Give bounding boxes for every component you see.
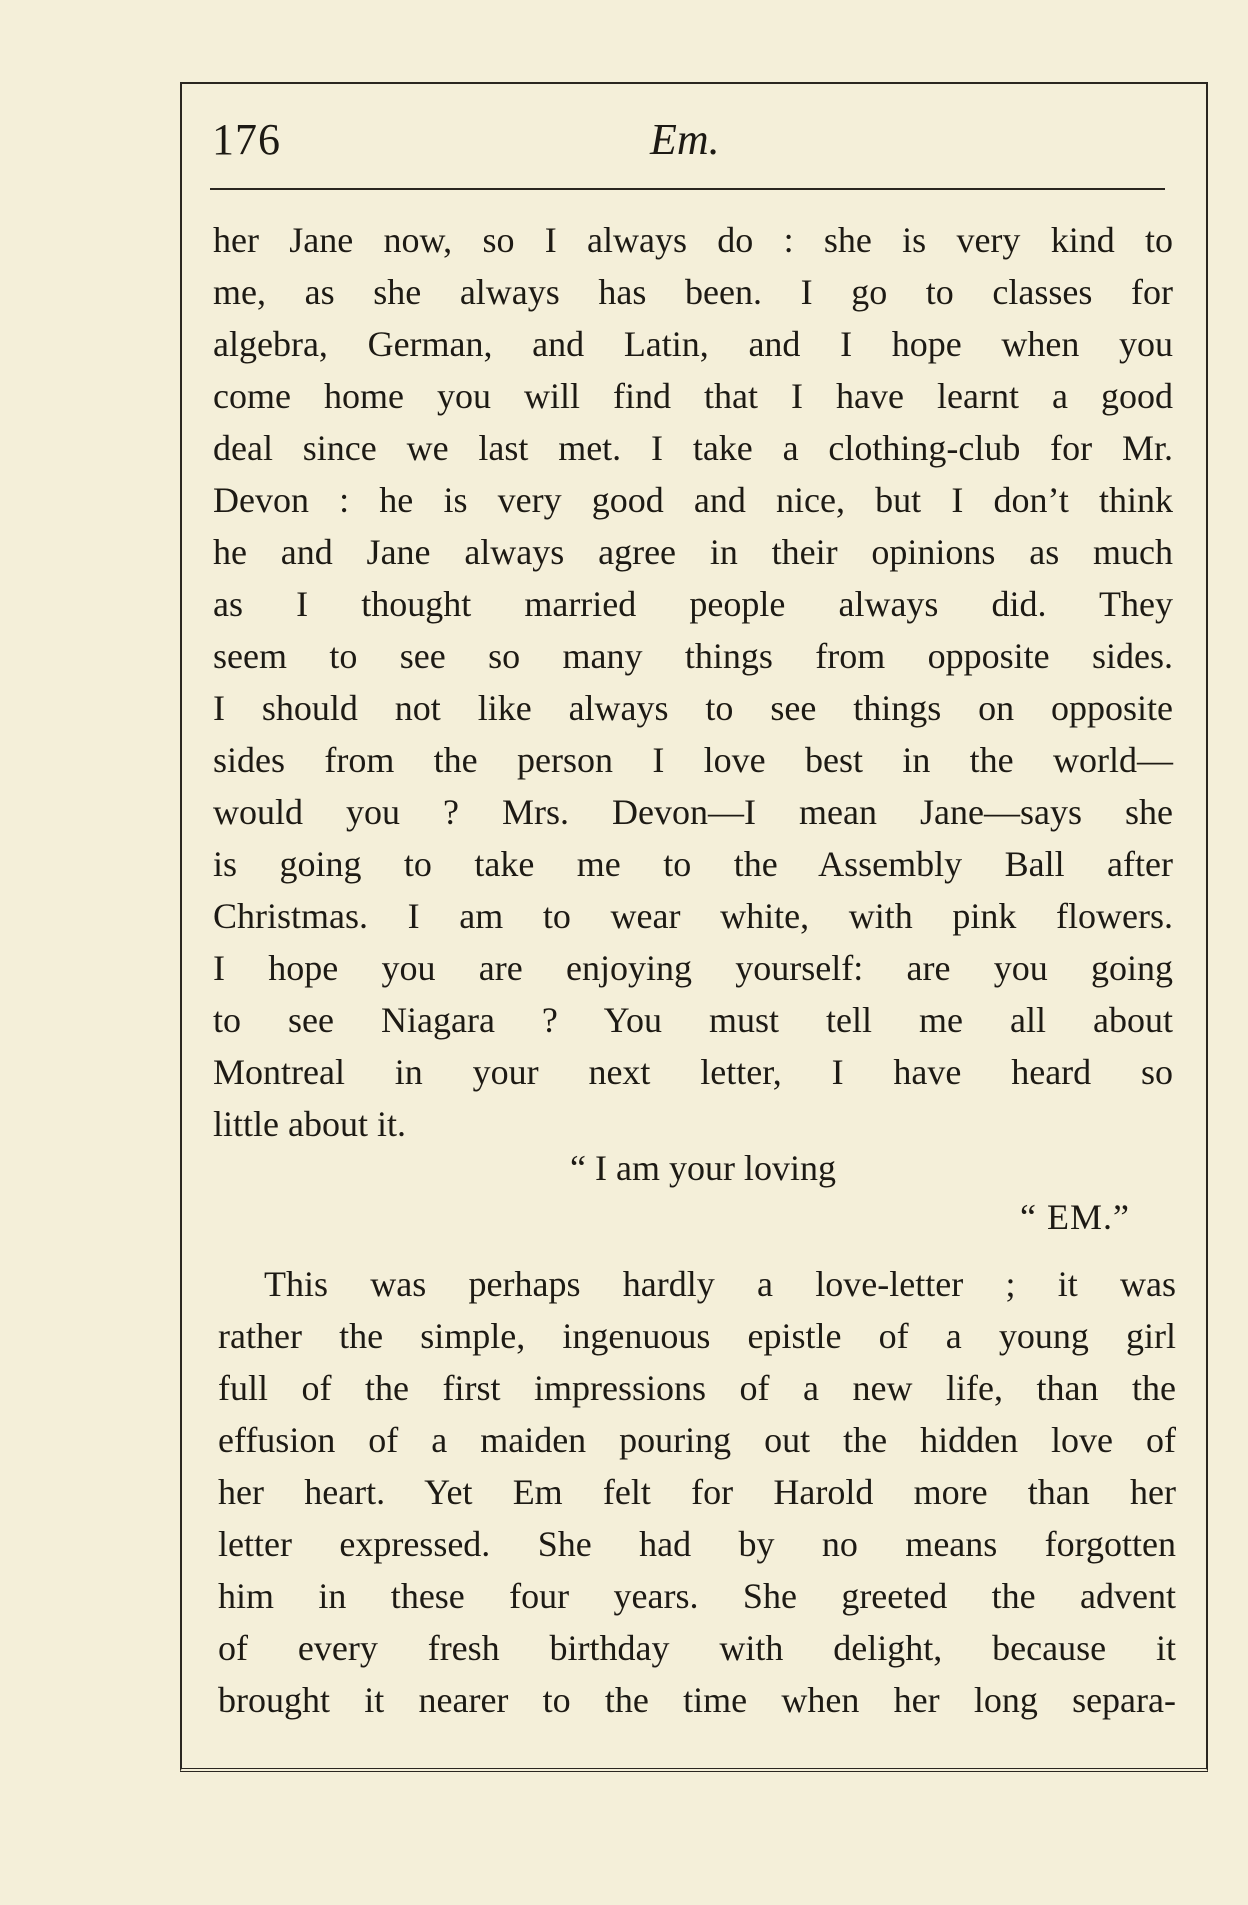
letter-closing: “ I am your loving [570, 1148, 836, 1188]
letter-line: sides from the person I love best in the world— [213, 740, 1173, 780]
letter-body [213, 214, 1173, 1150]
letter-line: is going to take me to the Assembly Ball after [213, 844, 1173, 884]
narrative-line: rather the simple, ingenuous epistle of a young girl [218, 1316, 1176, 1356]
page-header [210, 108, 1165, 188]
narrative-line: effusion of a maiden pouring out the hidden love of [218, 1420, 1176, 1460]
letter-line: I should not like always to see things on opposite [213, 688, 1173, 728]
letter-line: he and Jane always agree in their opinions as much [213, 532, 1173, 572]
narrative-line: This was perhaps hardly a love-letter ; it was [264, 1264, 1176, 1304]
narrative-line: of every fresh birthday with delight, because it [218, 1628, 1176, 1668]
narrative-paragraph [218, 1258, 1176, 1726]
letter-line: I hope you are enjoying yourself: are you going [213, 948, 1173, 988]
narrative-line: her heart. Yet Em felt for Harold more than her [218, 1472, 1176, 1512]
letter-line: me, as she always has been. I go to classes for [213, 272, 1173, 312]
letter-line: little about it. [213, 1104, 406, 1144]
letter-line: Devon : he is very good and nice, but I don’t think [213, 480, 1173, 520]
letter-line: algebra, German, and Latin, and I hope when you [213, 324, 1173, 364]
header-rule [210, 188, 1165, 190]
narrative-line: letter expressed. She had by no means forgotten [218, 1524, 1176, 1564]
narrative-line: full of the first impressions of a new life, than the [218, 1368, 1176, 1408]
letter-line: as I thought married people always did. They [213, 584, 1173, 624]
letter-line: Montreal in your next letter, I have heard so [213, 1052, 1173, 1092]
letter-line: deal since we last met. I take a clothing-club for Mr. [213, 428, 1173, 468]
narrative-line: him in these four years. She greeted the advent [218, 1576, 1176, 1616]
running-title: Em. [650, 115, 720, 164]
letter-line: come home you will find that I have learnt a good [213, 376, 1173, 416]
narrative-line: brought it nearer to the time when her long separa- [218, 1680, 1176, 1720]
letter-line: her Jane now, so I always do : she is very kind to [213, 220, 1173, 260]
letter-signature: “ EM.” [1020, 1197, 1130, 1237]
letter-line: to see Niagara ? You must tell me all about [213, 1000, 1173, 1040]
letter-line: would you ? Mrs. Devon—I mean Jane—says she [213, 792, 1173, 832]
letter-line: seem to see so many things from opposite sides. [213, 636, 1173, 676]
letter-line: Christmas. I am to wear white, with pink flowers. [213, 896, 1173, 936]
page-number: 176 [212, 115, 281, 164]
